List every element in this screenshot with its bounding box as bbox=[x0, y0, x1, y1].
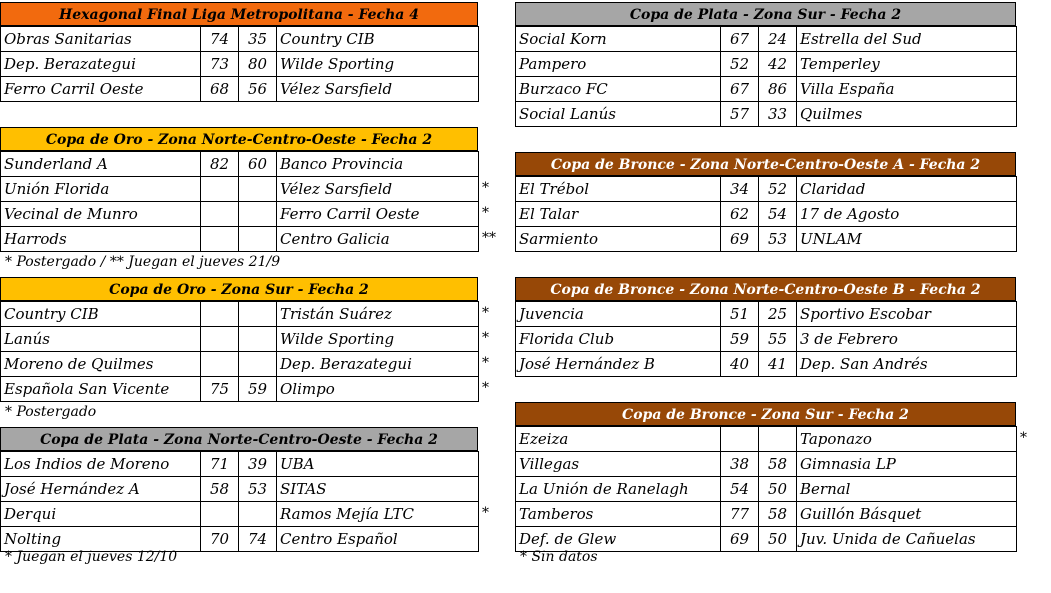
home-score: 34 bbox=[721, 177, 759, 202]
away-score: 25 bbox=[759, 302, 797, 327]
table-row bbox=[516, 502, 1017, 527]
away-team: UNLAM bbox=[797, 227, 1017, 252]
results-table bbox=[515, 301, 1017, 377]
table-row bbox=[516, 352, 1017, 377]
away-team: Estrella del Sud bbox=[797, 27, 1017, 52]
home-score: 57 bbox=[721, 102, 759, 127]
away-score: 50 bbox=[759, 527, 797, 552]
row-marker: * bbox=[482, 330, 489, 346]
away-team: SITAS bbox=[277, 477, 479, 502]
home-team: El Trébol bbox=[516, 177, 721, 202]
home-score: 71 bbox=[201, 452, 239, 477]
away-team: Quilmes bbox=[797, 102, 1017, 127]
home-team: José Hernández B bbox=[516, 352, 721, 377]
home-score: 40 bbox=[721, 352, 759, 377]
home-team: José Hernández A bbox=[1, 477, 201, 502]
away-score: 52 bbox=[759, 177, 797, 202]
section-title: Copa de Bronce - Zona Norte-Centro-Oeste A - Fecha 2 bbox=[515, 152, 1016, 176]
table-row bbox=[1, 152, 479, 177]
away-team: Vélez Sarsfield bbox=[277, 77, 479, 102]
away-team: Centro Galicia bbox=[277, 227, 479, 252]
home-team: Nolting bbox=[1, 527, 201, 552]
away-team: Claridad bbox=[797, 177, 1017, 202]
footnote: * Postergado / ** Juegan el jueves 21/9 bbox=[5, 254, 281, 270]
home-team: Florida Club bbox=[516, 327, 721, 352]
home-score: 69 bbox=[721, 527, 759, 552]
away-team: Juv. Unida de Cañuelas bbox=[797, 527, 1017, 552]
home-team: Ezeiza bbox=[516, 427, 721, 452]
section-title: Copa de Oro - Zona Norte-Centro-Oeste - Fecha 2 bbox=[0, 127, 478, 151]
home-score: 68 bbox=[201, 77, 239, 102]
home-score: 58 bbox=[201, 477, 239, 502]
section-title: Copa de Plata - Zona Norte-Centro-Oeste - Fecha 2 bbox=[0, 427, 478, 451]
away-score bbox=[239, 177, 277, 202]
table-row bbox=[1, 52, 479, 77]
table-row bbox=[1, 77, 479, 102]
away-team: Wilde Sporting bbox=[277, 327, 479, 352]
table-row bbox=[1, 352, 479, 377]
away-score: 58 bbox=[759, 502, 797, 527]
home-score: 69 bbox=[721, 227, 759, 252]
results-table bbox=[0, 151, 479, 252]
table-row bbox=[516, 427, 1017, 452]
away-score: 55 bbox=[759, 327, 797, 352]
table-row bbox=[516, 27, 1017, 52]
home-team: Derqui bbox=[1, 502, 201, 527]
bronce-b-block bbox=[515, 277, 1017, 377]
home-score: 77 bbox=[721, 502, 759, 527]
home-team: Sunderland A bbox=[1, 152, 201, 177]
away-team: Ramos Mejía LTC bbox=[277, 502, 479, 527]
away-score: 86 bbox=[759, 77, 797, 102]
table-row bbox=[516, 177, 1017, 202]
home-team: Country CIB bbox=[1, 302, 201, 327]
away-team: Sportivo Escobar bbox=[797, 302, 1017, 327]
away-score bbox=[759, 427, 797, 452]
home-team: Dep. Berazategui bbox=[1, 52, 201, 77]
home-team: Española San Vicente bbox=[1, 377, 201, 402]
away-score: 59 bbox=[239, 377, 277, 402]
home-score: 70 bbox=[201, 527, 239, 552]
row-marker: * bbox=[482, 305, 489, 321]
table-row bbox=[1, 502, 479, 527]
home-team: Pampero bbox=[516, 52, 721, 77]
home-score: 74 bbox=[201, 27, 239, 52]
home-team: Vecinal de Munro bbox=[1, 202, 201, 227]
table-row bbox=[516, 452, 1017, 477]
home-team: El Talar bbox=[516, 202, 721, 227]
away-team: Tristán Suárez bbox=[277, 302, 479, 327]
home-score: 59 bbox=[721, 327, 759, 352]
home-team: Lanús bbox=[1, 327, 201, 352]
away-score: 54 bbox=[759, 202, 797, 227]
footnote: * Sin datos bbox=[520, 549, 598, 565]
away-team: 3 de Febrero bbox=[797, 327, 1017, 352]
table-row bbox=[516, 527, 1017, 552]
away-score: 41 bbox=[759, 352, 797, 377]
away-team: Dep. Berazategui bbox=[277, 352, 479, 377]
row-marker: * bbox=[482, 380, 489, 396]
away-score bbox=[239, 327, 277, 352]
table-row bbox=[1, 327, 479, 352]
home-score: 82 bbox=[201, 152, 239, 177]
row-marker: * bbox=[482, 355, 489, 371]
table-row bbox=[1, 377, 479, 402]
home-score: 51 bbox=[721, 302, 759, 327]
home-team: Ferro Carril Oeste bbox=[1, 77, 201, 102]
table-row bbox=[516, 227, 1017, 252]
home-team: Moreno de Quilmes bbox=[1, 352, 201, 377]
results-table bbox=[0, 26, 479, 102]
away-score: 24 bbox=[759, 27, 797, 52]
away-team: Ferro Carril Oeste bbox=[277, 202, 479, 227]
away-team: Temperley bbox=[797, 52, 1017, 77]
away-score bbox=[239, 302, 277, 327]
away-team: Bernal bbox=[797, 477, 1017, 502]
away-score: 80 bbox=[239, 52, 277, 77]
home-team: Harrods bbox=[1, 227, 201, 252]
away-score: 60 bbox=[239, 152, 277, 177]
home-team: Juvencia bbox=[516, 302, 721, 327]
home-score bbox=[201, 202, 239, 227]
away-team: Dep. San Andrés bbox=[797, 352, 1017, 377]
away-score: 35 bbox=[239, 27, 277, 52]
home-score: 38 bbox=[721, 452, 759, 477]
results-table bbox=[515, 26, 1017, 127]
bronce-sur-block bbox=[515, 402, 1027, 552]
row-marker: * bbox=[482, 505, 489, 521]
away-team: Olimpo bbox=[277, 377, 479, 402]
plata-sur-block bbox=[515, 2, 1017, 127]
results-table bbox=[515, 426, 1017, 552]
row-marker: * bbox=[482, 205, 489, 221]
away-team: Taponazo bbox=[797, 427, 1017, 452]
footnote: * Postergado bbox=[5, 404, 97, 420]
home-score: 73 bbox=[201, 52, 239, 77]
away-score: 53 bbox=[759, 227, 797, 252]
row-marker: * bbox=[1020, 430, 1027, 446]
section-title: Copa de Bronce - Zona Norte-Centro-Oeste B - Fecha 2 bbox=[515, 277, 1016, 301]
away-team: UBA bbox=[277, 452, 479, 477]
home-team: Los Indios de Moreno bbox=[1, 452, 201, 477]
away-score: 53 bbox=[239, 477, 277, 502]
home-score bbox=[201, 502, 239, 527]
away-score: 33 bbox=[759, 102, 797, 127]
table-row bbox=[1, 452, 479, 477]
section-title: Copa de Oro - Zona Sur - Fecha 2 bbox=[0, 277, 478, 301]
away-score: 58 bbox=[759, 452, 797, 477]
table-row bbox=[516, 327, 1017, 352]
away-team: 17 de Agosto bbox=[797, 202, 1017, 227]
footnote: * Juegan el jueves 12/10 bbox=[5, 549, 178, 565]
away-team: Centro Español bbox=[277, 527, 479, 552]
results-table bbox=[515, 176, 1017, 252]
results-table bbox=[0, 301, 479, 402]
table-row bbox=[516, 477, 1017, 502]
away-team: Vélez Sarsfield bbox=[277, 177, 479, 202]
away-score: 42 bbox=[759, 52, 797, 77]
bronce-a-block bbox=[515, 152, 1017, 252]
table-row bbox=[1, 527, 479, 552]
home-team: Unión Florida bbox=[1, 177, 201, 202]
home-team: Obras Sanitarias bbox=[1, 27, 201, 52]
table-row bbox=[1, 27, 479, 52]
table-row bbox=[516, 102, 1017, 127]
away-team: Villa España bbox=[797, 77, 1017, 102]
home-score bbox=[201, 177, 239, 202]
oro-sur-block bbox=[0, 277, 489, 402]
home-score bbox=[721, 427, 759, 452]
home-team: Def. de Glew bbox=[516, 527, 721, 552]
home-score bbox=[201, 327, 239, 352]
home-team: Villegas bbox=[516, 452, 721, 477]
oro-nco-block bbox=[0, 127, 496, 252]
table-row bbox=[1, 302, 479, 327]
home-score: 67 bbox=[721, 77, 759, 102]
home-score: 67 bbox=[721, 27, 759, 52]
away-team: Wilde Sporting bbox=[277, 52, 479, 77]
home-team: Social Lanús bbox=[516, 102, 721, 127]
row-marker: ** bbox=[482, 230, 496, 246]
section-title: Copa de Plata - Zona Sur - Fecha 2 bbox=[515, 2, 1016, 26]
home-score bbox=[201, 302, 239, 327]
table-row bbox=[1, 177, 479, 202]
home-score: 75 bbox=[201, 377, 239, 402]
away-score: 74 bbox=[239, 527, 277, 552]
table-row bbox=[516, 52, 1017, 77]
hexagonal-block bbox=[0, 2, 479, 102]
table-row bbox=[1, 477, 479, 502]
away-team: Banco Provincia bbox=[277, 152, 479, 177]
away-team: Country CIB bbox=[277, 27, 479, 52]
table-row bbox=[1, 227, 479, 252]
plata-nco-block bbox=[0, 427, 489, 552]
home-score bbox=[201, 352, 239, 377]
row-marker: * bbox=[482, 180, 489, 196]
away-team: Gimnasia LP bbox=[797, 452, 1017, 477]
home-score: 52 bbox=[721, 52, 759, 77]
home-team: Sarmiento bbox=[516, 227, 721, 252]
home-score bbox=[201, 227, 239, 252]
table-row bbox=[516, 202, 1017, 227]
section-title: Copa de Bronce - Zona Sur - Fecha 2 bbox=[515, 402, 1016, 426]
away-score bbox=[239, 502, 277, 527]
home-team: Social Korn bbox=[516, 27, 721, 52]
away-score bbox=[239, 352, 277, 377]
away-score bbox=[239, 202, 277, 227]
home-score: 54 bbox=[721, 477, 759, 502]
home-score: 62 bbox=[721, 202, 759, 227]
away-score: 50 bbox=[759, 477, 797, 502]
home-team: Tamberos bbox=[516, 502, 721, 527]
results-table bbox=[0, 451, 479, 552]
home-team: La Unión de Ranelagh bbox=[516, 477, 721, 502]
table-row bbox=[1, 202, 479, 227]
home-team: Burzaco FC bbox=[516, 77, 721, 102]
away-score: 56 bbox=[239, 77, 277, 102]
section-title: Hexagonal Final Liga Metropolitana - Fecha 4 bbox=[0, 2, 478, 26]
table-row bbox=[516, 77, 1017, 102]
table-row bbox=[516, 302, 1017, 327]
away-score: 39 bbox=[239, 452, 277, 477]
away-score bbox=[239, 227, 277, 252]
away-team: Guillón Básquet bbox=[797, 502, 1017, 527]
